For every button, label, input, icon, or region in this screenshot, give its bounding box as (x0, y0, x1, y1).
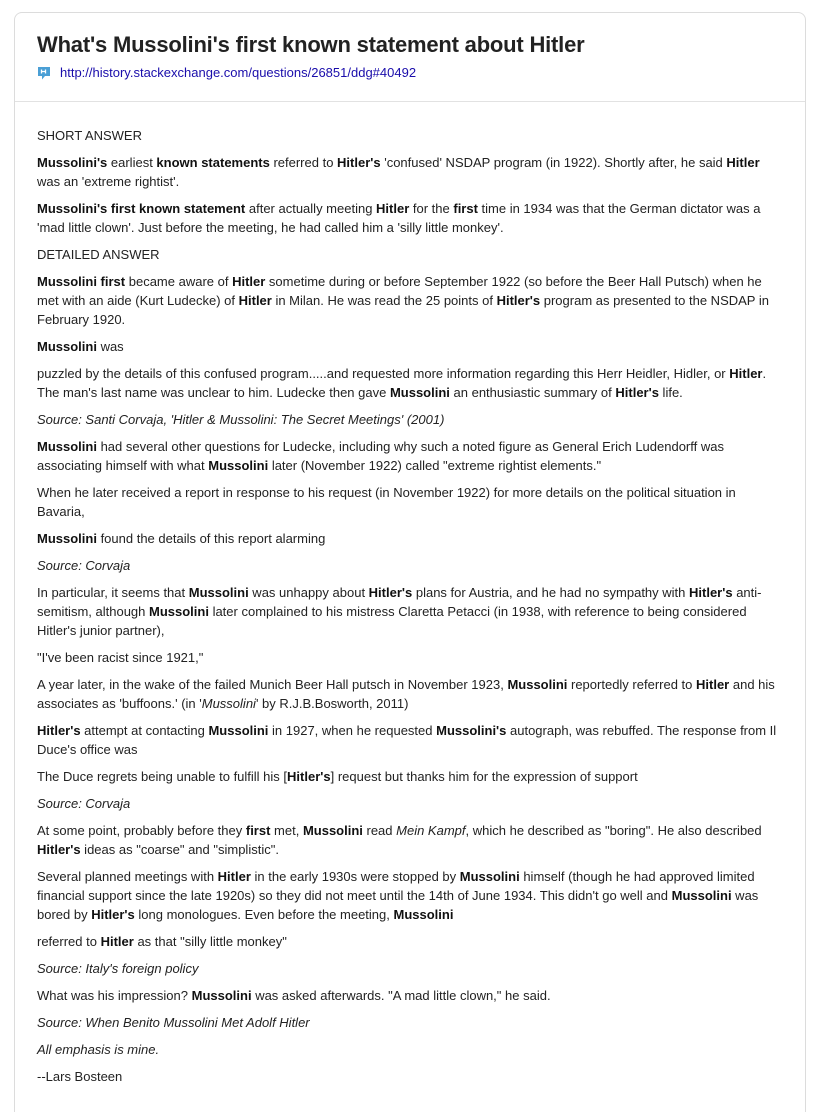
source-citation: Source: Santi Corvaja, 'Hitler & Mussolini: The Secret Meetings' (2001) (37, 412, 445, 427)
source-citation: Source: Italy's foreign policy (37, 961, 199, 976)
paragraph: Mussolini was (37, 339, 124, 354)
paragraph: "I've been racist since 1921," (37, 650, 204, 665)
signature: --Lars Bosteen (37, 1069, 123, 1084)
source-citation: Source: When Benito Mussolini Met Adolf Hitler (37, 1015, 310, 1030)
source-row (37, 63, 783, 83)
paragraph: The Duce regrets being unable to fulfill his [Hitler's] request but thanks him for the expression of support (37, 769, 638, 784)
paragraph: What was his impression? Mussolini was asked afterwards. "A mad little clown," he said. (37, 988, 551, 1003)
paragraph: referred to Hitler as that "silly little monkey" (37, 934, 287, 949)
paragraph: Mussolini's first known statement after actually meeting Hitler for the first time in 1934 was that the German dictator was a 'mad little clown'. Just before the meeting, he had called him a 'silly little monkey'. (37, 201, 761, 235)
paragraph: A year later, in the wake of the failed Munich Beer Hall putsch in November 1923, Mussolini reportedly referred to Hitler and his associates as 'buffoons.' (in 'Mussolini' by R.J.B.Bosworth, 2011) (37, 677, 775, 711)
emphasis-note: All emphasis is mine. (37, 1042, 160, 1057)
paragraph: Mussolini first became aware of Hitler sometime during or before September 1922 (so before the Beer Hall Putsch) when he met with an aide (Kurt Ludecke) of Hitler in Milan. He was read the 25 points of Hitler's program as presented to the NSDAP in February 1920. (37, 274, 769, 327)
answer-card (14, 12, 806, 1112)
answer-header (15, 13, 805, 102)
short-answer-heading: SHORT ANSWER (37, 128, 142, 143)
answer-body (15, 102, 805, 1086)
paragraph: Mussolini's earliest known statements referred to Hitler's 'confused' NSDAP program (in 1922). Shortly after, he said Hitler was an 'extreme rightist'. (37, 155, 760, 189)
page-title: What's Mussolini's first known statement about Hitler (37, 32, 585, 57)
source-citation: Source: Corvaja (37, 796, 131, 811)
paragraph: Several planned meetings with Hitler in the early 1930s were stopped by Mussolini himself (though he had approved limited financial support since the late 1920s) so they did not meet until the 14th of June 1934. This didn't go well and Mussolini was bored by Hitler's long monologues. Even before the meeting, Mussolini (37, 869, 759, 922)
source-link[interactable]: http://history.stackexchange.com/questions/26851/ddg#40492 (60, 65, 417, 80)
source-citation: Source: Corvaja (37, 558, 131, 573)
stackexchange-history-icon (37, 66, 51, 81)
detailed-answer-heading: DETAILED ANSWER (37, 247, 160, 262)
paragraph: At some point, probably before they first met, Mussolini read Mein Kampf, which he described as "boring". He also described Hitler's ideas as "coarse" and "simplistic". (37, 823, 762, 857)
paragraph: In particular, it seems that Mussolini was unhappy about Hitler's plans for Austria, and he had no sympathy with Hitler's anti-semitism, although Mussolini later complained to his mistress Claretta Petacci (in 1938, with reference to being considered Hitler's junior partner), (37, 585, 762, 638)
paragraph: When he later received a report in response to his request (in November 1922) for more details on the political situation in Bavaria, (37, 485, 736, 519)
paragraph: Mussolini found the details of this report alarming (37, 531, 326, 546)
paragraph: puzzled by the details of this confused program.....and requested more information regarding this Herr Heidler, Hidler, or Hitler. The man's last name was unclear to him. Ludecke then gave Mussolini an enthusiastic summary of Hitler's life. (37, 366, 767, 400)
paragraph: Mussolini had several other questions for Ludecke, including why such a noted figure as General Erich Ludendorff was associating himself with what Mussolini later (November 1922) called "extreme rightist elements." (37, 439, 724, 473)
paragraph: Hitler's attempt at contacting Mussolini in 1927, when he requested Mussolini's autograph, was rebuffed. The response from Il Duce's office was (37, 723, 777, 757)
